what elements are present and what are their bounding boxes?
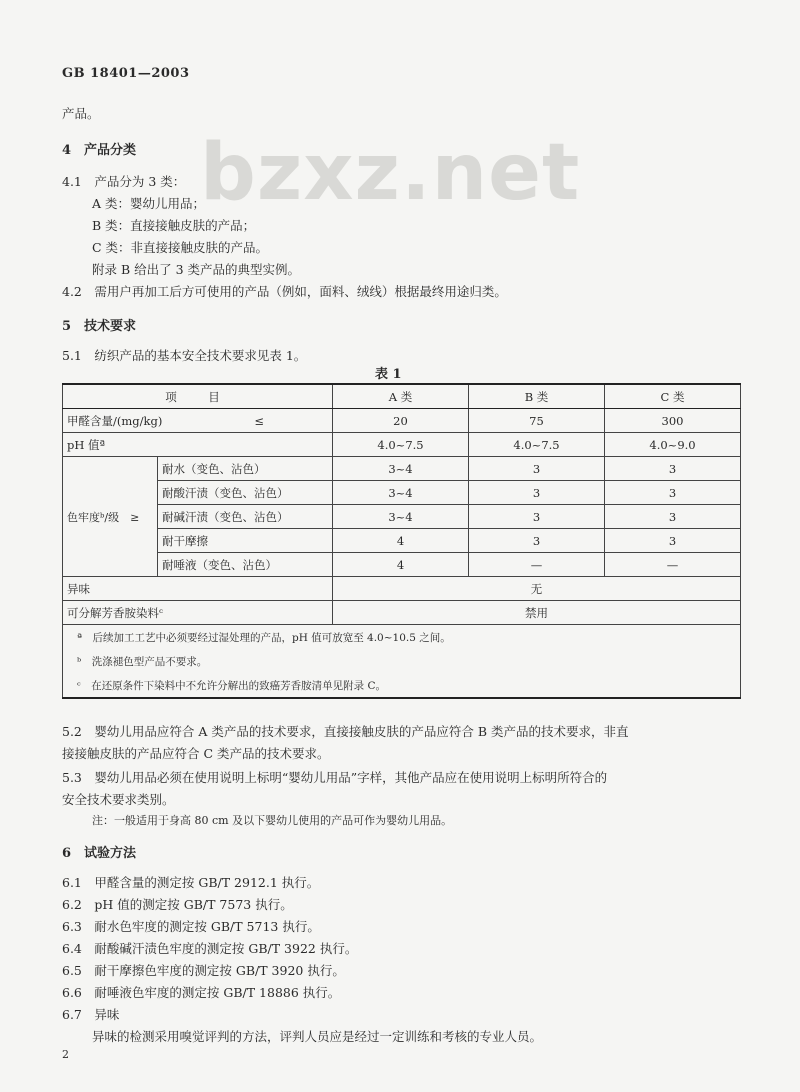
list-item: C 类：非直接接触皮肤的产品。 [92, 240, 269, 255]
table-row [63, 529, 741, 553]
list-item: 6.3 耐水色牢度的测定按 GB/T 5713 执行。 [62, 919, 320, 934]
list-item: A 类：婴幼儿用品； [92, 196, 206, 211]
paragraph: 附录 B 给出了 3 类产品的典型实例。 [92, 262, 301, 277]
page-number: 2 [62, 1048, 69, 1061]
list-item: 6.6 耐唾液色牢度的测定按 GB/T 18886 执行。 [62, 985, 341, 1000]
cell: 300 [605, 409, 741, 433]
paragraph: 接接触皮肤的产品应符合 C 类产品的技术要求。 [62, 746, 330, 761]
list-item: 6.7 异味 [62, 1007, 120, 1022]
cell: 4 [333, 553, 469, 577]
cell: 3 [469, 505, 605, 529]
cell: 禁用 [333, 601, 741, 625]
row-label: 耐碱汗渍（变色、沾色） [158, 505, 333, 529]
paragraph: 安全技术要求类别。 [62, 792, 175, 807]
footnote-c: ᶜ 在还原条件下染料中不允许分解出的致癌芳香胺清单见附录 C。 [63, 673, 741, 698]
table-row [63, 505, 741, 529]
table-row [63, 457, 741, 481]
cell: 3~4 [333, 457, 469, 481]
watermark: bzxz.net [200, 128, 581, 218]
paragraph: 5.1 纺织产品的基本安全技术要求见表 1。 [62, 348, 307, 363]
cell: 3 [605, 481, 741, 505]
row-label: 耐水（变色、沾色） [158, 457, 333, 481]
cell: 4.0~7.5 [469, 433, 605, 457]
cell: 3 [469, 457, 605, 481]
row-label: 耐酸汗渍（变色、沾色） [158, 481, 333, 505]
cell: 4.0~9.0 [605, 433, 741, 457]
column-header: B 类 [469, 384, 605, 409]
list-item: 6.2 pH 值的测定按 GB/T 7573 执行。 [62, 897, 293, 912]
paragraph: 产品。 [62, 106, 100, 121]
paragraph: 4.2 需用户再加工后方可使用的产品（例如，面料、绒线）根据最终用途归类。 [62, 284, 507, 299]
cell: 3 [469, 529, 605, 553]
cell: 4.0~7.5 [333, 433, 469, 457]
table-row [63, 433, 741, 457]
standard-number-header: GB 18401—2003 [62, 66, 190, 81]
table-note [63, 649, 741, 673]
table-row [63, 577, 741, 601]
table-caption: 表 1 [375, 367, 402, 382]
row-label: 耐唾液（变色、沾色） [158, 553, 333, 577]
cell: 3~4 [333, 505, 469, 529]
list-item: 6.4 耐酸碱汗渍色牢度的测定按 GB/T 3922 执行。 [62, 941, 358, 956]
row-label: 耐干摩擦 [158, 529, 333, 553]
note: 注：一般适用于身高 80 cm 及以下婴幼儿使用的产品可作为婴幼儿用品。 [92, 814, 453, 827]
cell: — [605, 553, 741, 577]
row-label: pH 值ª [63, 433, 333, 457]
column-header: A 类 [333, 384, 469, 409]
specification-table [62, 383, 741, 699]
table-note [63, 625, 741, 650]
list-item: 6.1 甲醛含量的测定按 GB/T 2912.1 执行。 [62, 875, 320, 890]
cell: — [469, 553, 605, 577]
section-heading: 5 技术要求 [62, 319, 137, 334]
paragraph: 5.3 婴幼儿用品必须在使用说明上标明“婴幼儿用品”字样，其他产品应在使用说明上标明所符合的 [62, 770, 608, 785]
group-label: 色牢度ᵇ/级 ≥ [63, 457, 158, 577]
row-label: 异味 [63, 577, 333, 601]
cell: 3 [469, 481, 605, 505]
cell: 3~4 [333, 481, 469, 505]
footnote-a: ª 后续加工工艺中必须要经过湿处理的产品，pH 值可放宽至 4.0~10.5 之间。 [63, 625, 741, 650]
cell: 75 [469, 409, 605, 433]
cell: 3 [605, 457, 741, 481]
paragraph: 5.2 婴幼儿用品应符合 A 类产品的技术要求，直接接触皮肤的产品应符合 B 类产品的技术要求，非直 [62, 724, 629, 739]
column-header: 项 目 [63, 384, 333, 409]
table-row [63, 409, 741, 433]
table-header-row [63, 384, 741, 409]
footnote-b: ᵇ 洗涤褪色型产品不要求。 [63, 649, 741, 673]
table-row [63, 601, 741, 625]
cell: 3 [605, 505, 741, 529]
section-heading: 4 产品分类 [62, 143, 137, 158]
row-label: 可分解芳香胺染料ᶜ [63, 601, 333, 625]
cell: 3 [605, 529, 741, 553]
cell: 20 [333, 409, 469, 433]
section-heading: 6 试验方法 [62, 846, 137, 861]
paragraph: 异味的检测采用嗅觉评判的方法，评判人员应是经过一定训练和考核的专业人员。 [92, 1029, 543, 1044]
row-label: 甲醛含量/(mg/kg) ≤ [63, 409, 333, 433]
column-header: C 类 [605, 384, 741, 409]
list-item: 6.5 耐干摩擦色牢度的测定按 GB/T 3920 执行。 [62, 963, 345, 978]
table-row [63, 481, 741, 505]
paragraph: 4.1 产品分为 3 类： [62, 174, 186, 189]
table-note [63, 673, 741, 698]
table-row [63, 553, 741, 577]
cell: 4 [333, 529, 469, 553]
cell: 无 [333, 577, 741, 601]
list-item: B 类：直接接触皮肤的产品； [92, 218, 256, 233]
